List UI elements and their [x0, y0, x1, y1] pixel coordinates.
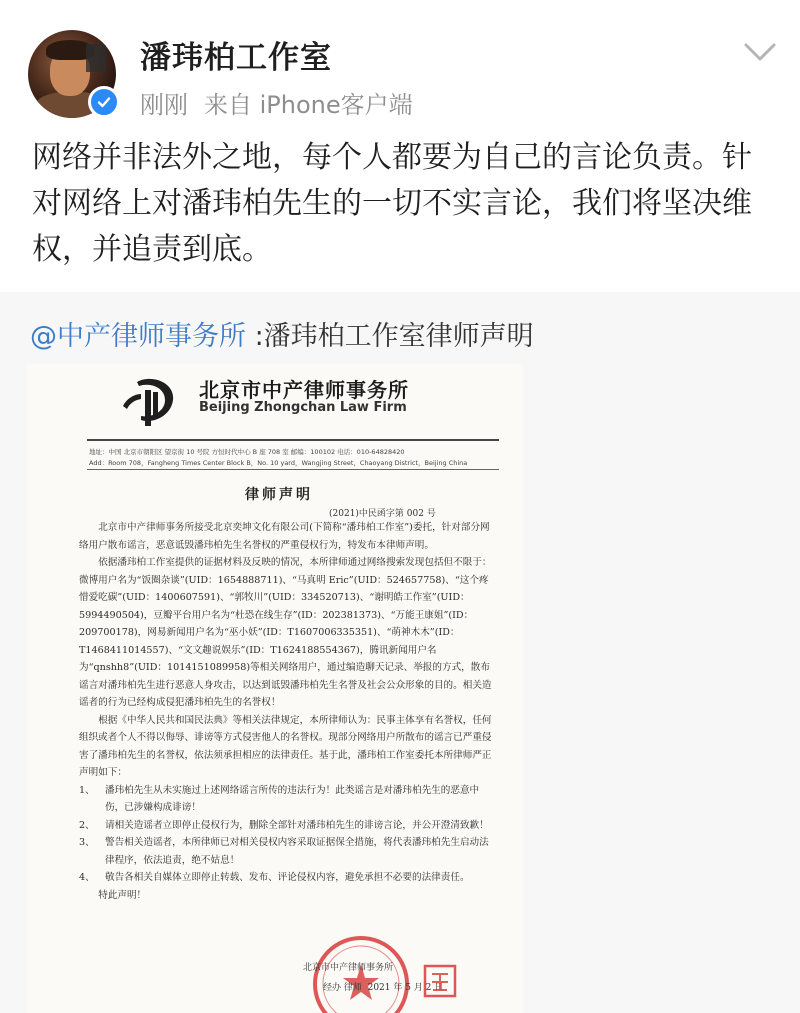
post-time: 刚刚: [140, 91, 188, 119]
firm-name-cn: 北京市中产律师事务所: [199, 378, 409, 402]
post-meta: [140, 85, 413, 120]
address-en: Add：Room 708，Fangheng Times Center Block B，No. 10 yard，Wangjing Street，Chaoyang District，Beijing China: [89, 459, 468, 467]
statement-item: 4、 敬告各相关自媒体立即停止转载、发布、评论侵权内容，避免承担不必要的法律责任。: [79, 872, 470, 883]
paragraph-evidence: 依据潘玮柏工作室提供的证据材料及反映的情况，本所律师通过网络搜索发现包括但不限于：微博用户名为“饭圈杂谈”(UID：1654888711)、“马真明 Eric”(UID：524657758)、“这个疼惜爱吃碳”(UID：1400607591)、“郭牧川”(UID：334520713)、“谢明皓工作室”(UID：5994490504)，豆瓣平台用户名为“杜恐在线生存”(ID：202381373)、“万能王康姐”(ID：209700178)，网易新闻用户名为“巫小妖”(ID：T1607006335351)、“萌神木木”(ID：T1468411014557)、“文文趣说娱乐”(ID：T1624188554367)，腾讯新闻用户名为“qnshh8”(UID：1014151089958)等相关网络用户，通过编造聊天记录、举报的方式，散布谣言对潘玮柏先生进行恶意人身攻击，以达到诋毁潘玮柏先生名誉及社会公众形象的目的。相关造谣者的行为已经构成侵犯潘玮柏先生的名誉权！: [79, 557, 492, 708]
statement-item: 2、 请相关造谣者立即停止侵权行为，删除全部针对潘玮柏先生的诽谤言论，并公开澄清致歉！: [79, 819, 489, 831]
paragraph-legal: 根据《中华人民共和国民法典》等相关法律规定，本所律师认为：民事主体享有名誉权，任何组织或者个人不得以侮辱、诽谤等方式侵害他人的名誉权。现部分网络用户所散布的谣言已严重侵害了潘玮柏先生的名誉权，依法须承担相应的法律责任。基于此，潘玮柏工作室委托本所律师严正声明如下：: [79, 714, 492, 778]
closing-line: 特此声明！: [98, 889, 147, 901]
chevron-down-icon[interactable]: [742, 40, 778, 64]
repost-block[interactable]: [0, 292, 800, 1013]
signature-date: 经办 律师 2021 年 5 月 2 日: [323, 983, 444, 993]
repost-text: :潘玮柏工作室律师声明: [246, 321, 534, 352]
post-source: 来自 iPhone客户端: [204, 91, 413, 119]
document-title: 律师声明: [245, 487, 313, 503]
document-body: [79, 519, 497, 904]
personal-chop-stamp: [423, 964, 457, 998]
statement-item: 1、 潘玮柏先生从未实施过上述网络谣言所传的违法行为！此类谣言是对潘玮柏先生的恶意中伤，已涉嫌构成诽谤！: [79, 784, 480, 813]
paragraph-intro: 北京市中产律师事务所接受北京奕坤文化有限公司(下简称“潘玮柏工作室”)委托，针对部分网络用户散布谣言，恶意诋毁潘玮柏先生名誉权的严重侵权行为，特发布本律师声明。: [79, 522, 490, 551]
post-header: [0, 0, 800, 128]
firm-name-en: Beijing Zhongchan Law Firm: [199, 400, 407, 415]
official-seal-stamp: [311, 934, 411, 1013]
repost-title: [30, 314, 534, 353]
document-number: (2021)中民函字第 002 号: [329, 509, 436, 519]
law-firm-logo: [117, 376, 181, 428]
lawyer-statement-image[interactable]: [27, 364, 523, 1013]
address-block: [87, 439, 499, 470]
verified-check-icon: [88, 86, 120, 118]
username[interactable]: 潘玮柏工作室: [140, 40, 332, 76]
mention-link[interactable]: @中产律师事务所: [30, 321, 246, 352]
statement-item: 3、 警告相关造谣者，本所律师已对相关侵权内容采取证据保全措施，将代表潘玮柏先生启动法律程序，依法追责，绝不姑息！: [79, 837, 489, 866]
signature-firm: 北京市中产律师事务所: [303, 963, 394, 973]
address-cn: 地址：中国 北京市朝阳区 望京街 10 号院 方恒时代中心 B 座 708 室 邮编：100102 电话：010-64828420: [89, 448, 405, 456]
post-text: 网络并非法外之地，每个人都要为自己的言论负责。针对网络上对潘玮柏先生的一切不实言论，我们将坚决维权，并追责到底。: [32, 140, 752, 267]
